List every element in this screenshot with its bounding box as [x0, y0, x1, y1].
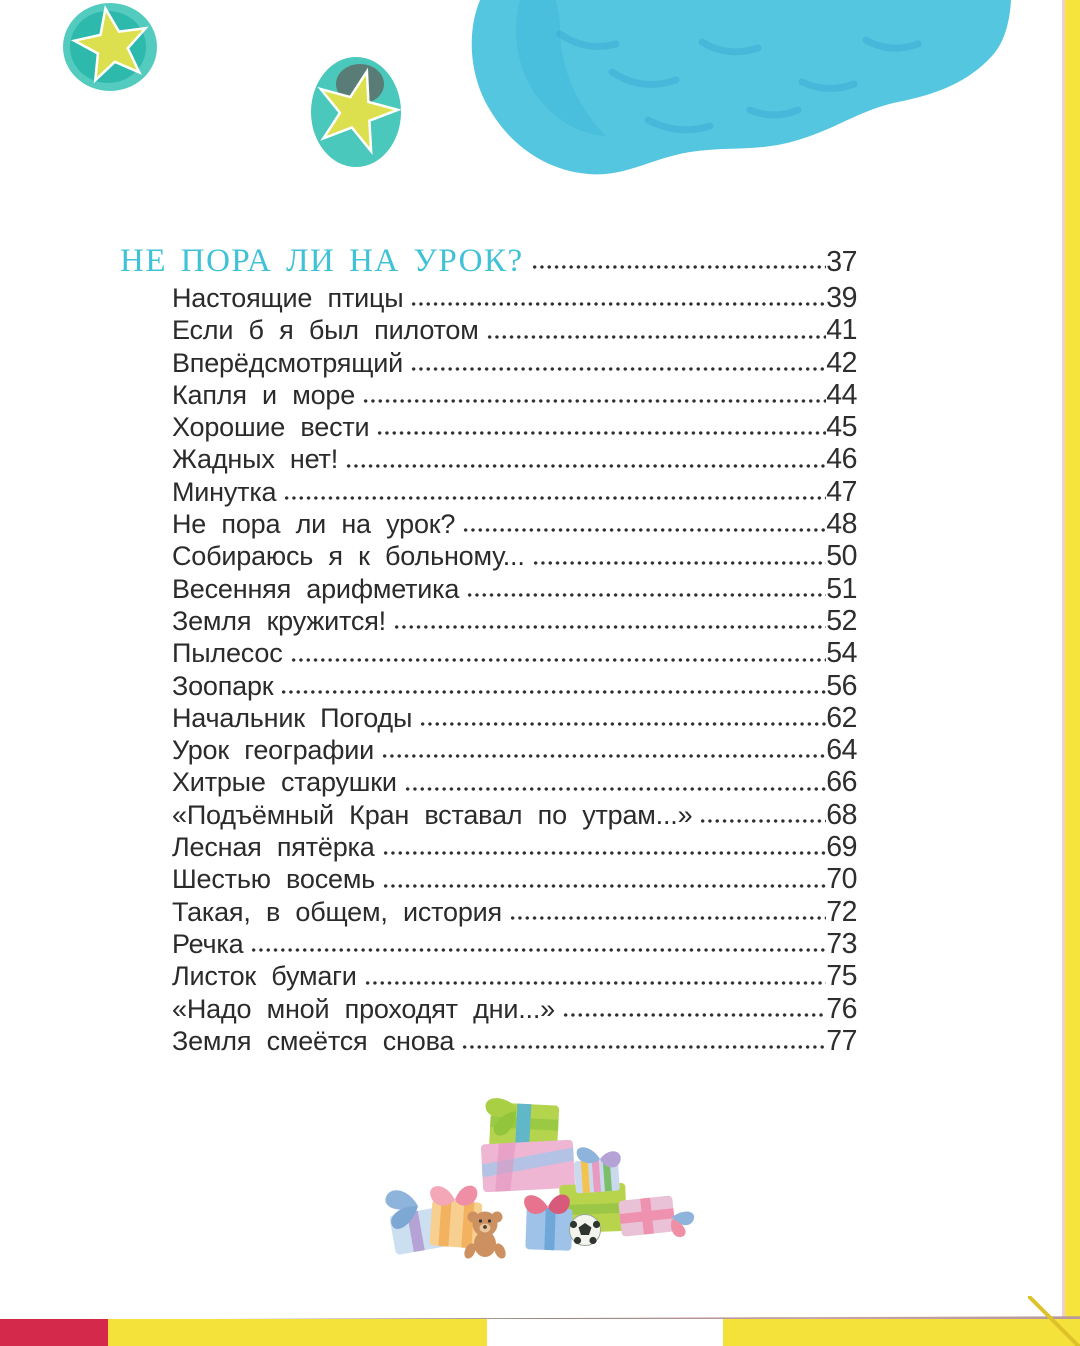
gift-pile-illustration	[370, 1078, 710, 1268]
dot-leader	[486, 314, 827, 346]
dot-leader	[699, 799, 826, 831]
toc-entry	[172, 928, 857, 960]
toc-entry	[172, 347, 857, 379]
cover-stripe-red	[0, 1319, 108, 1346]
toc-entry-title: Жадных нет!	[172, 444, 339, 475]
toc-entry	[172, 379, 857, 411]
toc-entry-page-number: 76	[826, 992, 857, 1025]
toc-entry-title: Шестью восемь	[172, 864, 376, 895]
gift-box	[525, 1207, 572, 1251]
dot-leader	[376, 411, 826, 443]
dot-leader	[382, 863, 826, 895]
toc-entry	[172, 637, 857, 669]
toc-entry	[172, 766, 857, 798]
toc-entry-title: Зоопарк	[172, 670, 274, 701]
cover-corner-fold	[1028, 1296, 1080, 1346]
toc-entry-page-number: 41	[826, 314, 857, 347]
watercolor-sky-illustration	[0, 0, 1080, 235]
dot-leader	[280, 670, 826, 702]
book-cover-edge-right	[1062, 0, 1080, 1346]
toc-entry-page-number: 62	[826, 701, 857, 734]
gift-box	[481, 1140, 575, 1193]
cover-stripe-yellow	[723, 1319, 1080, 1346]
toc-entry-page-number: 52	[826, 604, 857, 637]
toc-entry-title: Капля и море	[172, 379, 356, 410]
toc-entry-title: Земля кружится!	[172, 605, 386, 636]
toc-entry-page-number: 51	[826, 572, 857, 605]
dot-leader	[509, 896, 826, 928]
watercolor-cloud-shape	[472, 0, 1011, 174]
toc-entry	[172, 734, 857, 766]
book-cover-edge-bottom	[0, 1319, 1080, 1346]
toc-entry-page-number: 44	[826, 378, 857, 411]
toc-entry-title: Настоящие птицы	[172, 283, 404, 313]
toc-entry-page-number: 68	[826, 798, 857, 831]
gift-box	[618, 1195, 675, 1236]
dot-leader	[381, 734, 826, 766]
toc-entry-title: Вперёдсмотрящий	[172, 347, 403, 378]
toc-entry-page-number: 42	[826, 346, 857, 379]
toc-entry	[172, 411, 857, 443]
dot-leader	[462, 508, 826, 540]
toc-entry-page-number: 73	[826, 927, 857, 960]
toc-entry-title: Не пора ли на урок?	[172, 509, 456, 540]
dot-leader	[393, 605, 826, 637]
toc-entry-title: Собираюсь я к больному...	[172, 541, 525, 572]
toc-entry-page-number: 77	[826, 1024, 857, 1057]
dot-leader	[364, 960, 827, 992]
toc-entry	[172, 540, 857, 572]
toc-entry	[172, 1025, 857, 1057]
toc-entry	[172, 670, 857, 702]
toc-entry	[172, 960, 857, 992]
cover-stripe-yellow	[108, 1319, 487, 1346]
toc-entry	[172, 443, 857, 475]
dot-leader	[250, 928, 826, 960]
toc-entry	[172, 863, 857, 895]
toc-entry	[172, 314, 857, 346]
toc-entry-page-number: 75	[826, 960, 857, 993]
dot-leader	[461, 1025, 826, 1057]
dot-leader	[531, 243, 827, 280]
toc-entry-page-number: 69	[826, 831, 857, 864]
toc-entry	[172, 573, 857, 605]
dot-leader	[404, 766, 827, 798]
toc-entry	[172, 831, 857, 863]
toc-entry-page-number: 56	[826, 669, 857, 702]
toc-entry-title: Начальник Погоды	[172, 702, 413, 733]
dot-leader	[532, 540, 827, 572]
table-of-contents	[120, 243, 857, 1057]
toc-entry	[172, 476, 857, 508]
toc-heading-page-number: 37	[826, 246, 857, 278]
toc-entry-title: Пылесос	[172, 638, 283, 669]
toc-entry-page-number: 54	[826, 637, 857, 670]
toc-entry-title: Минутка	[172, 476, 277, 507]
toc-entry-page-number: 45	[826, 411, 857, 444]
dot-leader	[290, 637, 827, 669]
toc-entry	[172, 605, 857, 637]
toc-section-heading	[120, 243, 857, 280]
toc-entry-page-number: 70	[826, 863, 857, 896]
toc-entry-title: Урок географии	[172, 735, 375, 766]
dot-leader	[382, 831, 827, 863]
star-icon	[311, 57, 401, 167]
dot-leader	[419, 702, 826, 734]
toc-entry	[172, 896, 857, 928]
toc-entry-page-number: 48	[826, 508, 857, 541]
dot-leader	[283, 476, 826, 508]
toc-entry	[172, 799, 857, 831]
toc-entry-page-number: 66	[826, 766, 857, 799]
star-icon	[63, 3, 157, 91]
toc-entry-title: Весенняя арифметика	[172, 573, 460, 604]
dot-leader	[410, 347, 826, 379]
dot-leader	[345, 443, 826, 475]
toc-entry-page-number: 64	[826, 734, 857, 767]
dot-leader	[410, 282, 826, 314]
dot-leader	[362, 379, 826, 411]
toc-entry-title: Такая, в общем, история	[172, 896, 502, 927]
toc-entry-title: «Подъёмный Кран вставал по утрам...»	[172, 799, 693, 830]
toc-entry-title: Лесная пятёрка	[172, 832, 375, 863]
toc-entry	[172, 993, 857, 1025]
toc-entries	[120, 282, 857, 1057]
toc-heading-title: НЕ ПОРА ЛИ НА УРОК?	[120, 243, 524, 279]
dot-leader	[562, 993, 826, 1025]
toc-entry-title: Земля смеётся снова	[172, 1025, 455, 1056]
dot-leader	[466, 573, 826, 605]
toc-entry-title: Листок бумаги	[172, 961, 357, 992]
toc-entry	[172, 508, 857, 540]
toc-entry-title: «Надо мной проходят дни...»	[172, 993, 555, 1024]
cover-stripe-white	[487, 1319, 723, 1346]
toc-entry-page-number: 72	[826, 895, 857, 928]
toc-entry-page-number: 39	[826, 282, 857, 314]
soccer-ball	[570, 1215, 601, 1246]
toc-entry-title: Хитрые старушки	[172, 767, 397, 798]
toc-entry-page-number: 47	[826, 475, 857, 508]
toc-entry-title: Если б я был пилотом	[172, 315, 479, 346]
toc-entry-title: Хорошие вести	[172, 412, 370, 443]
toc-entry-page-number: 46	[826, 443, 857, 476]
toc-entry	[172, 282, 857, 314]
toc-entry	[172, 702, 857, 734]
toc-entry-page-number: 50	[826, 540, 857, 573]
toc-entry-title: Речка	[172, 928, 244, 959]
